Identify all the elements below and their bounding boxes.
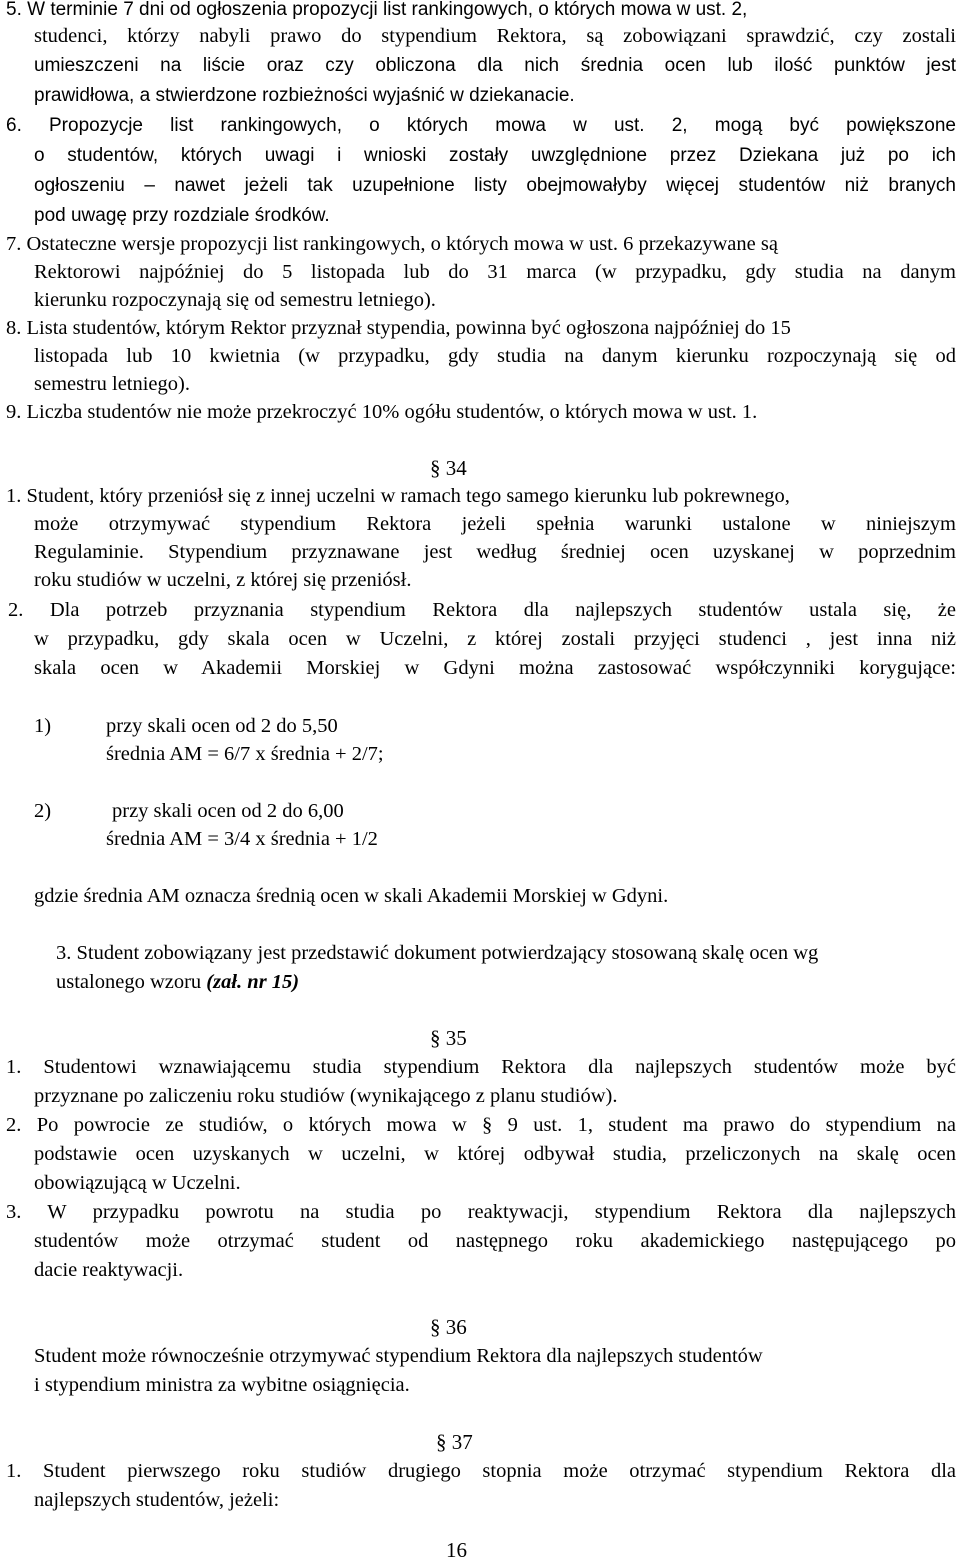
text-line: 9. Liczba studentów nie może przekroczyć 10% ogółu studentów, o których mowa w ust. 1.	[6, 401, 758, 423]
text-line: kierunku rozpoczynają się od semestru letniego).	[34, 289, 436, 311]
formula-line: średnia AM = 3/4 x średnia + 1/2	[106, 828, 378, 850]
text-line: obowiązującą w Uczelni.	[34, 1172, 241, 1194]
text-line: 1. Student, który przeniósł się z innej uczelni w ramach tego samego kierunku lub pokrewnego,	[6, 485, 790, 507]
text-line: 3. W przypadku powrotu na studia po reaktywacji, stypendium Rektora dla najlepszych	[6, 1201, 956, 1223]
text-line: semestru letniego).	[34, 373, 190, 395]
attachment-reference: (zał. nr 15)	[206, 971, 300, 993]
section-heading-37: § 37	[436, 1430, 473, 1454]
text-fragment: ustalonego wzoru	[56, 971, 207, 993]
list-number: 2)	[34, 800, 52, 822]
text-line: prawidłowa, a stwierdzone rozbieżności wyjaśnić w dziekanacie.	[34, 85, 575, 106]
text-line: w przypadku, gdy skala ocen w Uczelni, z której zostali przyjęci studenci , jest inna niż	[34, 628, 956, 650]
text-line: dacie reaktywacji.	[34, 1259, 184, 1281]
formula-line: średnia AM = 6/7 x średnia + 2/7;	[106, 743, 384, 765]
formula-note: gdzie średnia AM oznacza średnią ocen w skali Akademii Morskiej w Gdyni.	[34, 885, 669, 907]
section-heading-35: § 35	[430, 1026, 467, 1050]
text-line: 2. Dla potrzeb przyznania stypendium Rektora dla najlepszych studentów ustala się, że	[8, 599, 956, 621]
text-line: przy skali ocen od 2 do 5,50	[106, 715, 338, 737]
text-line: pod uwagę przy rozdziale środków.	[34, 205, 330, 226]
text-line: 2. Po powrocie ze studiów, o których mowa w § 9 ust. 1, student ma prawo do stypendium na	[6, 1114, 956, 1136]
text-line: przyznane po zaliczeniu roku studiów (wynikającego z planu studiów).	[34, 1085, 618, 1107]
section-heading-34: § 34	[430, 456, 467, 480]
text-line: ogłoszeniu – nawet jeżeli tak uzupełnione listy obejmowałyby więcej studentów niż branych	[34, 175, 956, 196]
page-number: 16	[446, 1538, 467, 1562]
text-line: studenci, którzy nabyli prawo do stypendium Rektora, są zobowiązani sprawdzić, czy zostali	[34, 25, 956, 47]
text-line: Regulaminie. Stypendium przyznawane jest według średniej ocen uzyskanej w poprzednim	[34, 541, 956, 563]
text-line: 6. Propozycje list rankingowych, o których mowa w ust. 2, mogą być powiększone	[6, 115, 956, 136]
list-number: 1)	[34, 715, 52, 737]
text-line: skala ocen w Akademii Morskiej w Gdyni można zastosować współczynniki korygujące:	[34, 657, 956, 679]
text-line: przy skali ocen od 2 do 6,00	[112, 800, 344, 822]
text-line: może otrzymywać stypendium Rektora jeżeli spełnia warunki ustalone w niniejszym	[34, 513, 956, 535]
text-line: najlepszych studentów, jeżeli:	[34, 1489, 280, 1511]
text-line: 3. Student zobowiązany jest przedstawić dokument potwierdzający stosowaną skalę ocen wg	[56, 942, 819, 964]
text-line: Student może równocześnie otrzymywać stypendium Rektora dla najlepszych studentów	[34, 1345, 763, 1367]
section-heading-36: § 36	[430, 1315, 467, 1339]
text-line: 8. Lista studentów, którym Rektor przyznał stypendia, powinna być ogłoszona najpóźniej do 15	[6, 317, 791, 339]
text-line: o studentów, których uwagi i wnioski zostały uwzględnione przez Dziekana już po ich	[34, 145, 956, 166]
text-line: roku studiów w uczelni, z której się przeniósł.	[34, 569, 412, 591]
text-line: listopada lub 10 kwietnia (w przypadku, gdy studia na danym kierunku rozpoczynają się od	[34, 345, 956, 367]
text-line: Rektorowi najpóźniej do 5 listopada lub do 31 marca (w przypadku, gdy studia na danym	[34, 261, 956, 283]
text-line: studentów może otrzymać student od następnego roku akademickiego następującego po	[34, 1230, 956, 1252]
text-line: 7. Ostateczne wersje propozycji list rankingowych, o których mowa w ust. 6 przekazywane są	[6, 233, 778, 255]
text-line: 5. W terminie 7 dni od ogłoszenia propozycji list rankingowych, o których mowa w ust. 2,	[6, 0, 748, 20]
text-line: i stypendium ministra za wybitne osiągnięcia.	[34, 1374, 410, 1396]
text-line	[56, 972, 299, 993]
text-line: 1. Studentowi wznawiającemu studia stypendium Rektora dla najlepszych studentów może być	[6, 1056, 956, 1078]
text-line: umieszczeni na liście oraz czy obliczona dla nich średnia ocen lub ilość punktów jest	[34, 55, 956, 76]
text-line: podstawie ocen uzyskanych w uczelni, w której odbywał studia, przeliczonych na skalę ocen	[34, 1143, 956, 1165]
text-line: 1. Student pierwszego roku studiów drugiego stopnia może otrzymać stypendium Rektora dla	[6, 1460, 956, 1482]
